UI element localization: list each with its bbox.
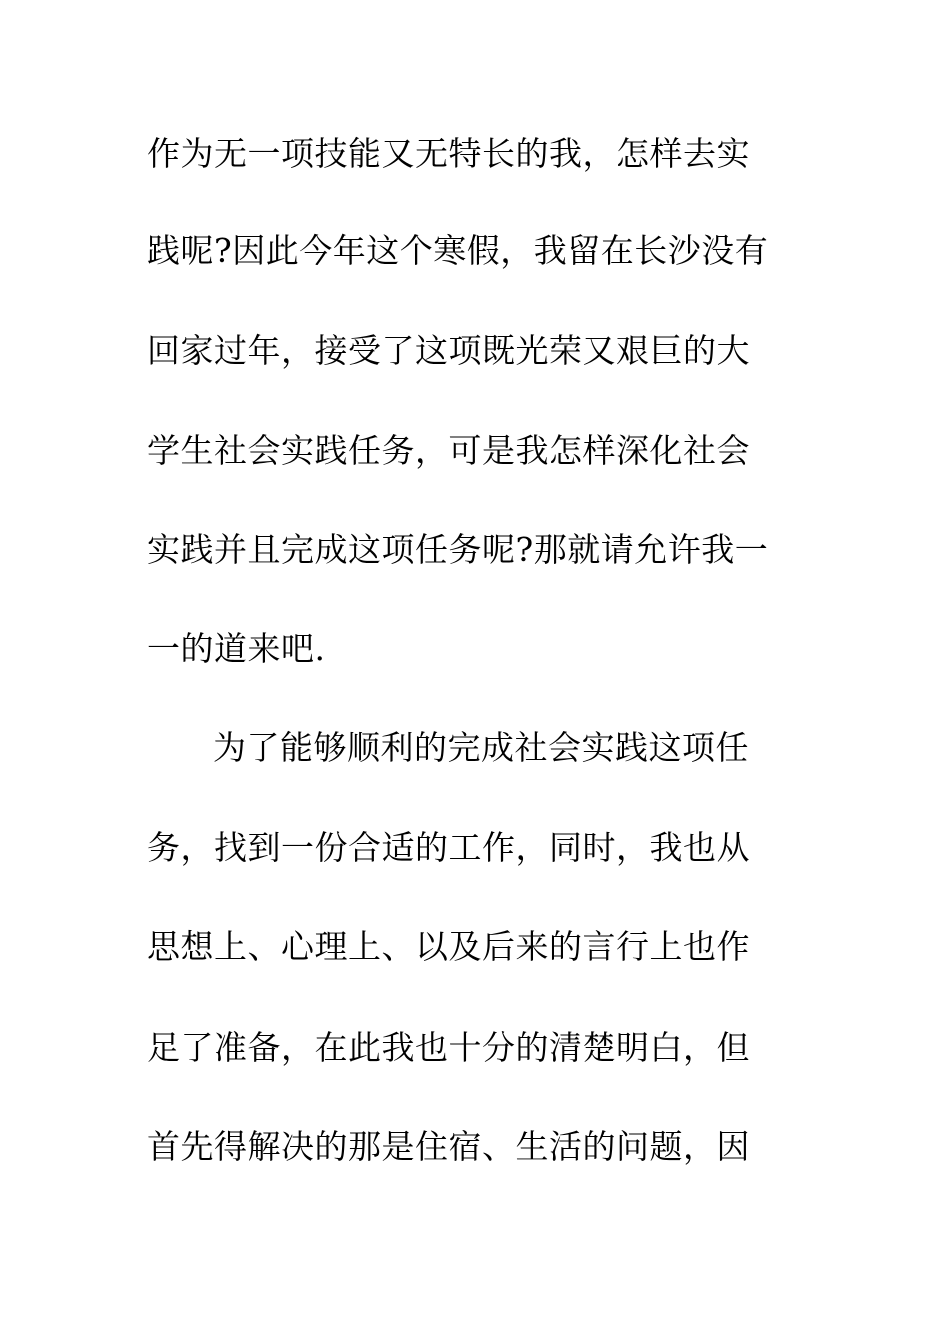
text-line-indented: 为了能够顺利的完成社会实践这项任 (213, 728, 749, 767)
text-line: 首先得解决的那是住宿、生活的问题，因 (147, 1127, 750, 1166)
text-line: 践呢?因此今年这个寒假，我留在长沙没有 (147, 231, 769, 270)
text-line: 实践并且完成这项任务呢?那就请允许我一 (147, 530, 769, 569)
text-line: 一的道来吧. (147, 629, 326, 668)
text-line: 思想上、心理上、以及后来的言行上也作 (147, 927, 750, 966)
text-line: 作为无一项技能又无特长的我，怎样去实 (147, 134, 750, 173)
text-line: 学生社会实践任务，可是我怎样深化社会 (147, 431, 750, 470)
text-line: 务，找到一份合适的工作，同时，我也从 (147, 828, 750, 867)
text-line: 回家过年，接受了这项既光荣又艰巨的大 (147, 331, 750, 370)
text-line: 足了准备，在此我也十分的清楚明白，但 (147, 1028, 750, 1067)
